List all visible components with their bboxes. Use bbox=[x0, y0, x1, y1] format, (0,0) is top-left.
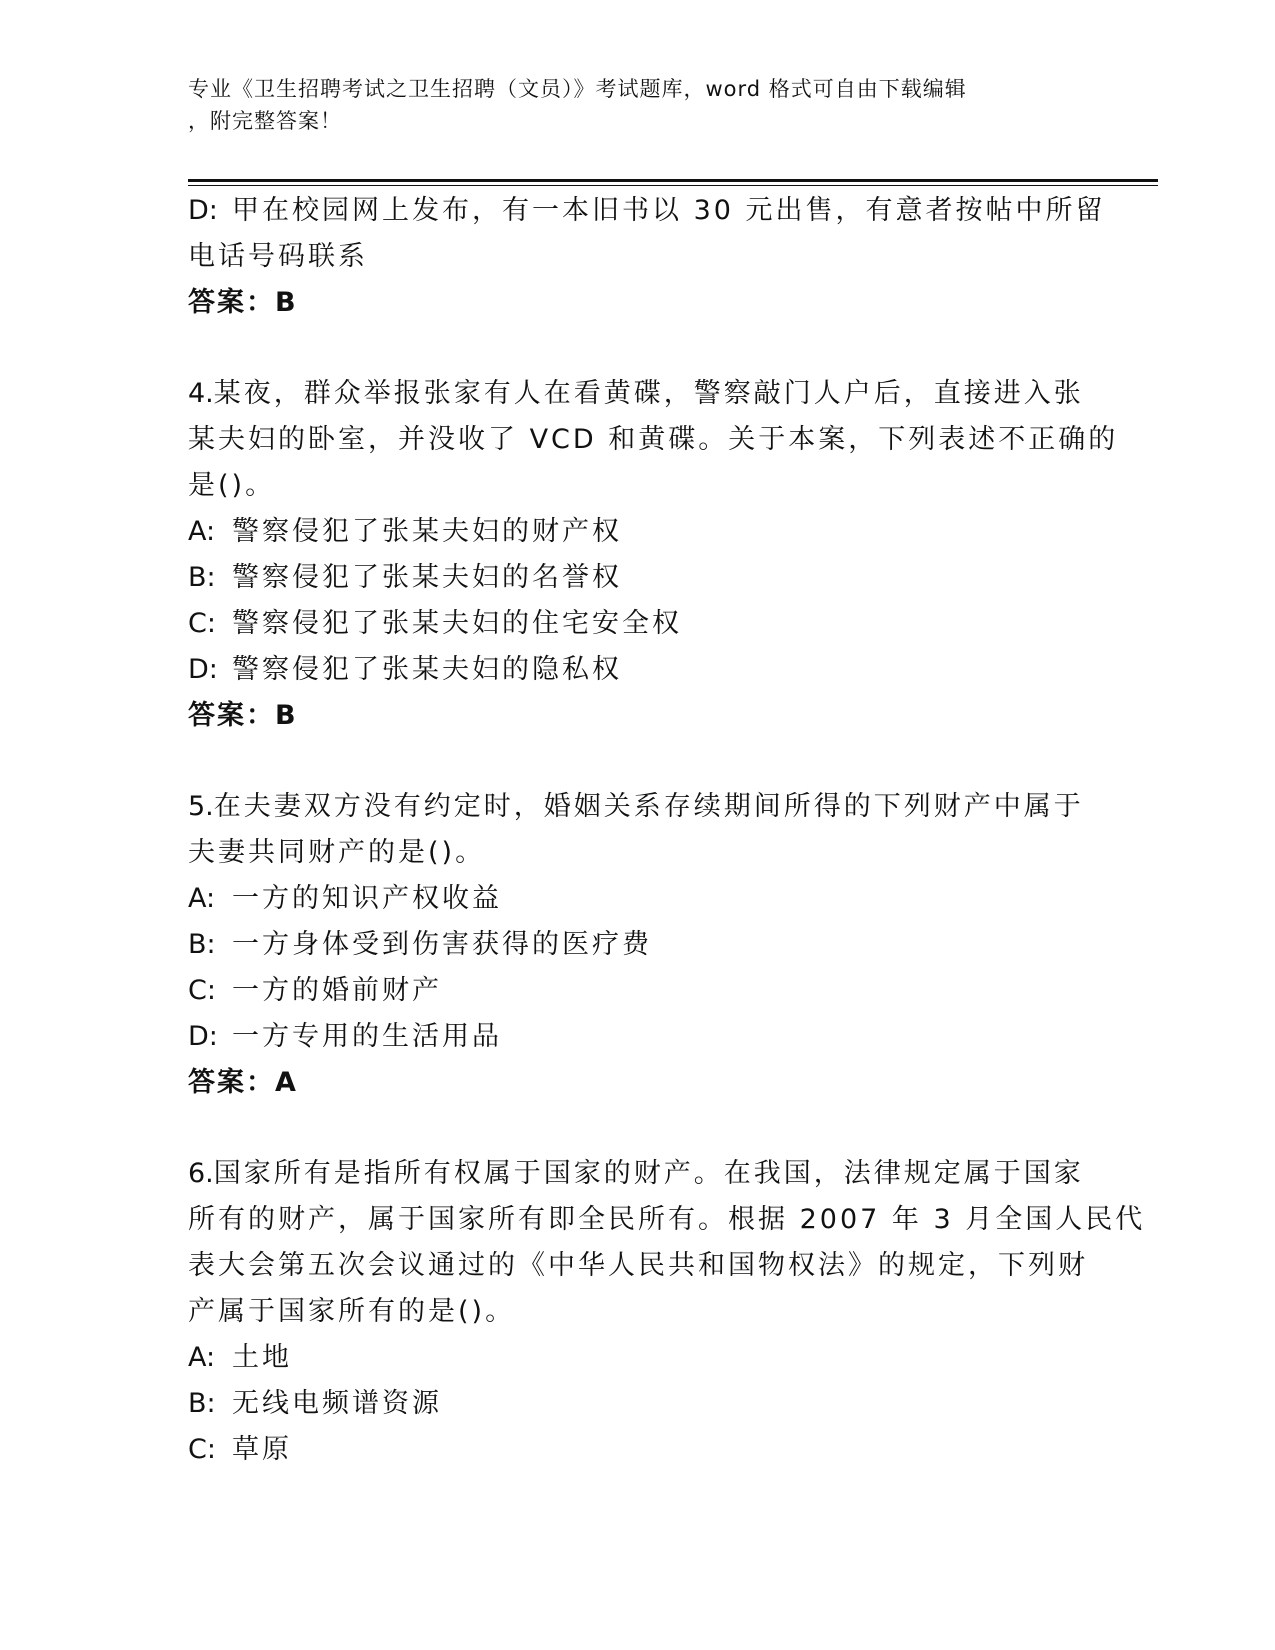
question-5 bbox=[188, 784, 1088, 1106]
option-a bbox=[188, 1335, 1088, 1381]
question-number: 4. bbox=[188, 378, 214, 409]
option-letter: C: bbox=[188, 1434, 216, 1465]
question-6 bbox=[188, 1151, 1146, 1473]
page-header bbox=[188, 73, 1088, 137]
question-stem-line: 4.某夜，群众举报张家有人在看黄碟，警察敲门人户后，直接进入张 bbox=[188, 378, 1084, 409]
option-letter: D: bbox=[188, 1021, 218, 1052]
question-stem-line: 所有的财产，属于国家所有即全民所有。根据 2007 年 3 月全国人民代 bbox=[188, 1204, 1146, 1235]
option-text: 无线电频谱资源 bbox=[232, 1388, 442, 1419]
answer-line: 答案：B bbox=[188, 287, 298, 318]
answer-line: 答案：B bbox=[188, 700, 298, 731]
option-text: 一方身体受到伤害获得的医疗费 bbox=[232, 929, 652, 960]
option-letter: B: bbox=[188, 1388, 216, 1419]
option-text: 土地 bbox=[232, 1342, 292, 1373]
option-text: 甲在校园网上发布，有一本旧书以 30 元出售，有意者按帖中所留 bbox=[232, 195, 1106, 226]
option-c bbox=[188, 968, 1088, 1014]
spacer bbox=[188, 1106, 1088, 1151]
question-stem-line: 产属于国家所有的是()。 bbox=[188, 1296, 516, 1327]
question-stem-line: 是()。 bbox=[188, 470, 276, 501]
option-text: 警察侵犯了张某夫妇的隐私权 bbox=[232, 654, 622, 685]
option-text: 警察侵犯了张某夫妇的名誉权 bbox=[232, 562, 622, 593]
option-d bbox=[188, 647, 1088, 693]
option-c bbox=[188, 601, 1088, 647]
option-letter: D: bbox=[188, 654, 218, 685]
document-body bbox=[188, 188, 1146, 1473]
question-4 bbox=[188, 371, 1119, 739]
option-a bbox=[188, 509, 1088, 555]
option-text: 警察侵犯了张某夫妇的住宅安全权 bbox=[232, 608, 682, 639]
question-number: 5. bbox=[188, 791, 214, 822]
option-letter: A: bbox=[188, 883, 216, 914]
option-text: 一方的知识产权收益 bbox=[232, 883, 502, 914]
option-letter: A: bbox=[188, 516, 216, 547]
header-line-2: ，附完整答案！ bbox=[188, 109, 342, 133]
option-text: 草原 bbox=[232, 1434, 292, 1465]
option-letter: A: bbox=[188, 1342, 216, 1373]
option-a bbox=[188, 876, 1088, 922]
option-letter: B: bbox=[188, 562, 216, 593]
option-text: 一方的婚前财产 bbox=[232, 975, 442, 1006]
option-letter: C: bbox=[188, 608, 216, 639]
question-stem-line: 夫妻共同财产的是()。 bbox=[188, 837, 486, 868]
header-line-1: 专业《卫生招聘考试之卫生招聘（文员）》考试题库，word 格式可自由下载编辑 bbox=[188, 77, 967, 101]
option-d bbox=[188, 1014, 1088, 1060]
header-divider-thick bbox=[188, 179, 1158, 182]
header-divider-thin bbox=[188, 185, 1158, 186]
option-letter: D: bbox=[188, 195, 218, 226]
option-letter: C: bbox=[188, 975, 216, 1006]
answer-line: 答案：A bbox=[188, 1067, 298, 1098]
question-stem-line: 表大会第五次会议通过的《中华人民共和国物权法》的规定，下列财 bbox=[188, 1250, 1088, 1281]
option-b bbox=[188, 922, 1088, 968]
spacer bbox=[188, 739, 1088, 784]
question-stem-line: 5.在夫妻双方没有约定时，婚姻关系存续期间所得的下列财产中属于 bbox=[188, 791, 1084, 822]
question-stem-line: 某夫妇的卧室，并没收了 VCD 和黄碟。关于本案，下列表述不正确的 bbox=[188, 424, 1119, 455]
option-text: 警察侵犯了张某夫妇的财产权 bbox=[232, 516, 622, 547]
option-d bbox=[188, 188, 1106, 234]
spacer bbox=[188, 326, 1088, 371]
option-text: 一方专用的生活用品 bbox=[232, 1021, 502, 1052]
question-number: 6. bbox=[188, 1158, 214, 1189]
option-letter: B: bbox=[188, 929, 216, 960]
question-stem-line: 6.国家所有是指所有权属于国家的财产。在我国，法律规定属于国家 bbox=[188, 1158, 1084, 1189]
option-continuation: 电话号码联系 bbox=[188, 241, 368, 272]
option-c bbox=[188, 1427, 1088, 1473]
option-b bbox=[188, 555, 1088, 601]
option-b bbox=[188, 1381, 1088, 1427]
